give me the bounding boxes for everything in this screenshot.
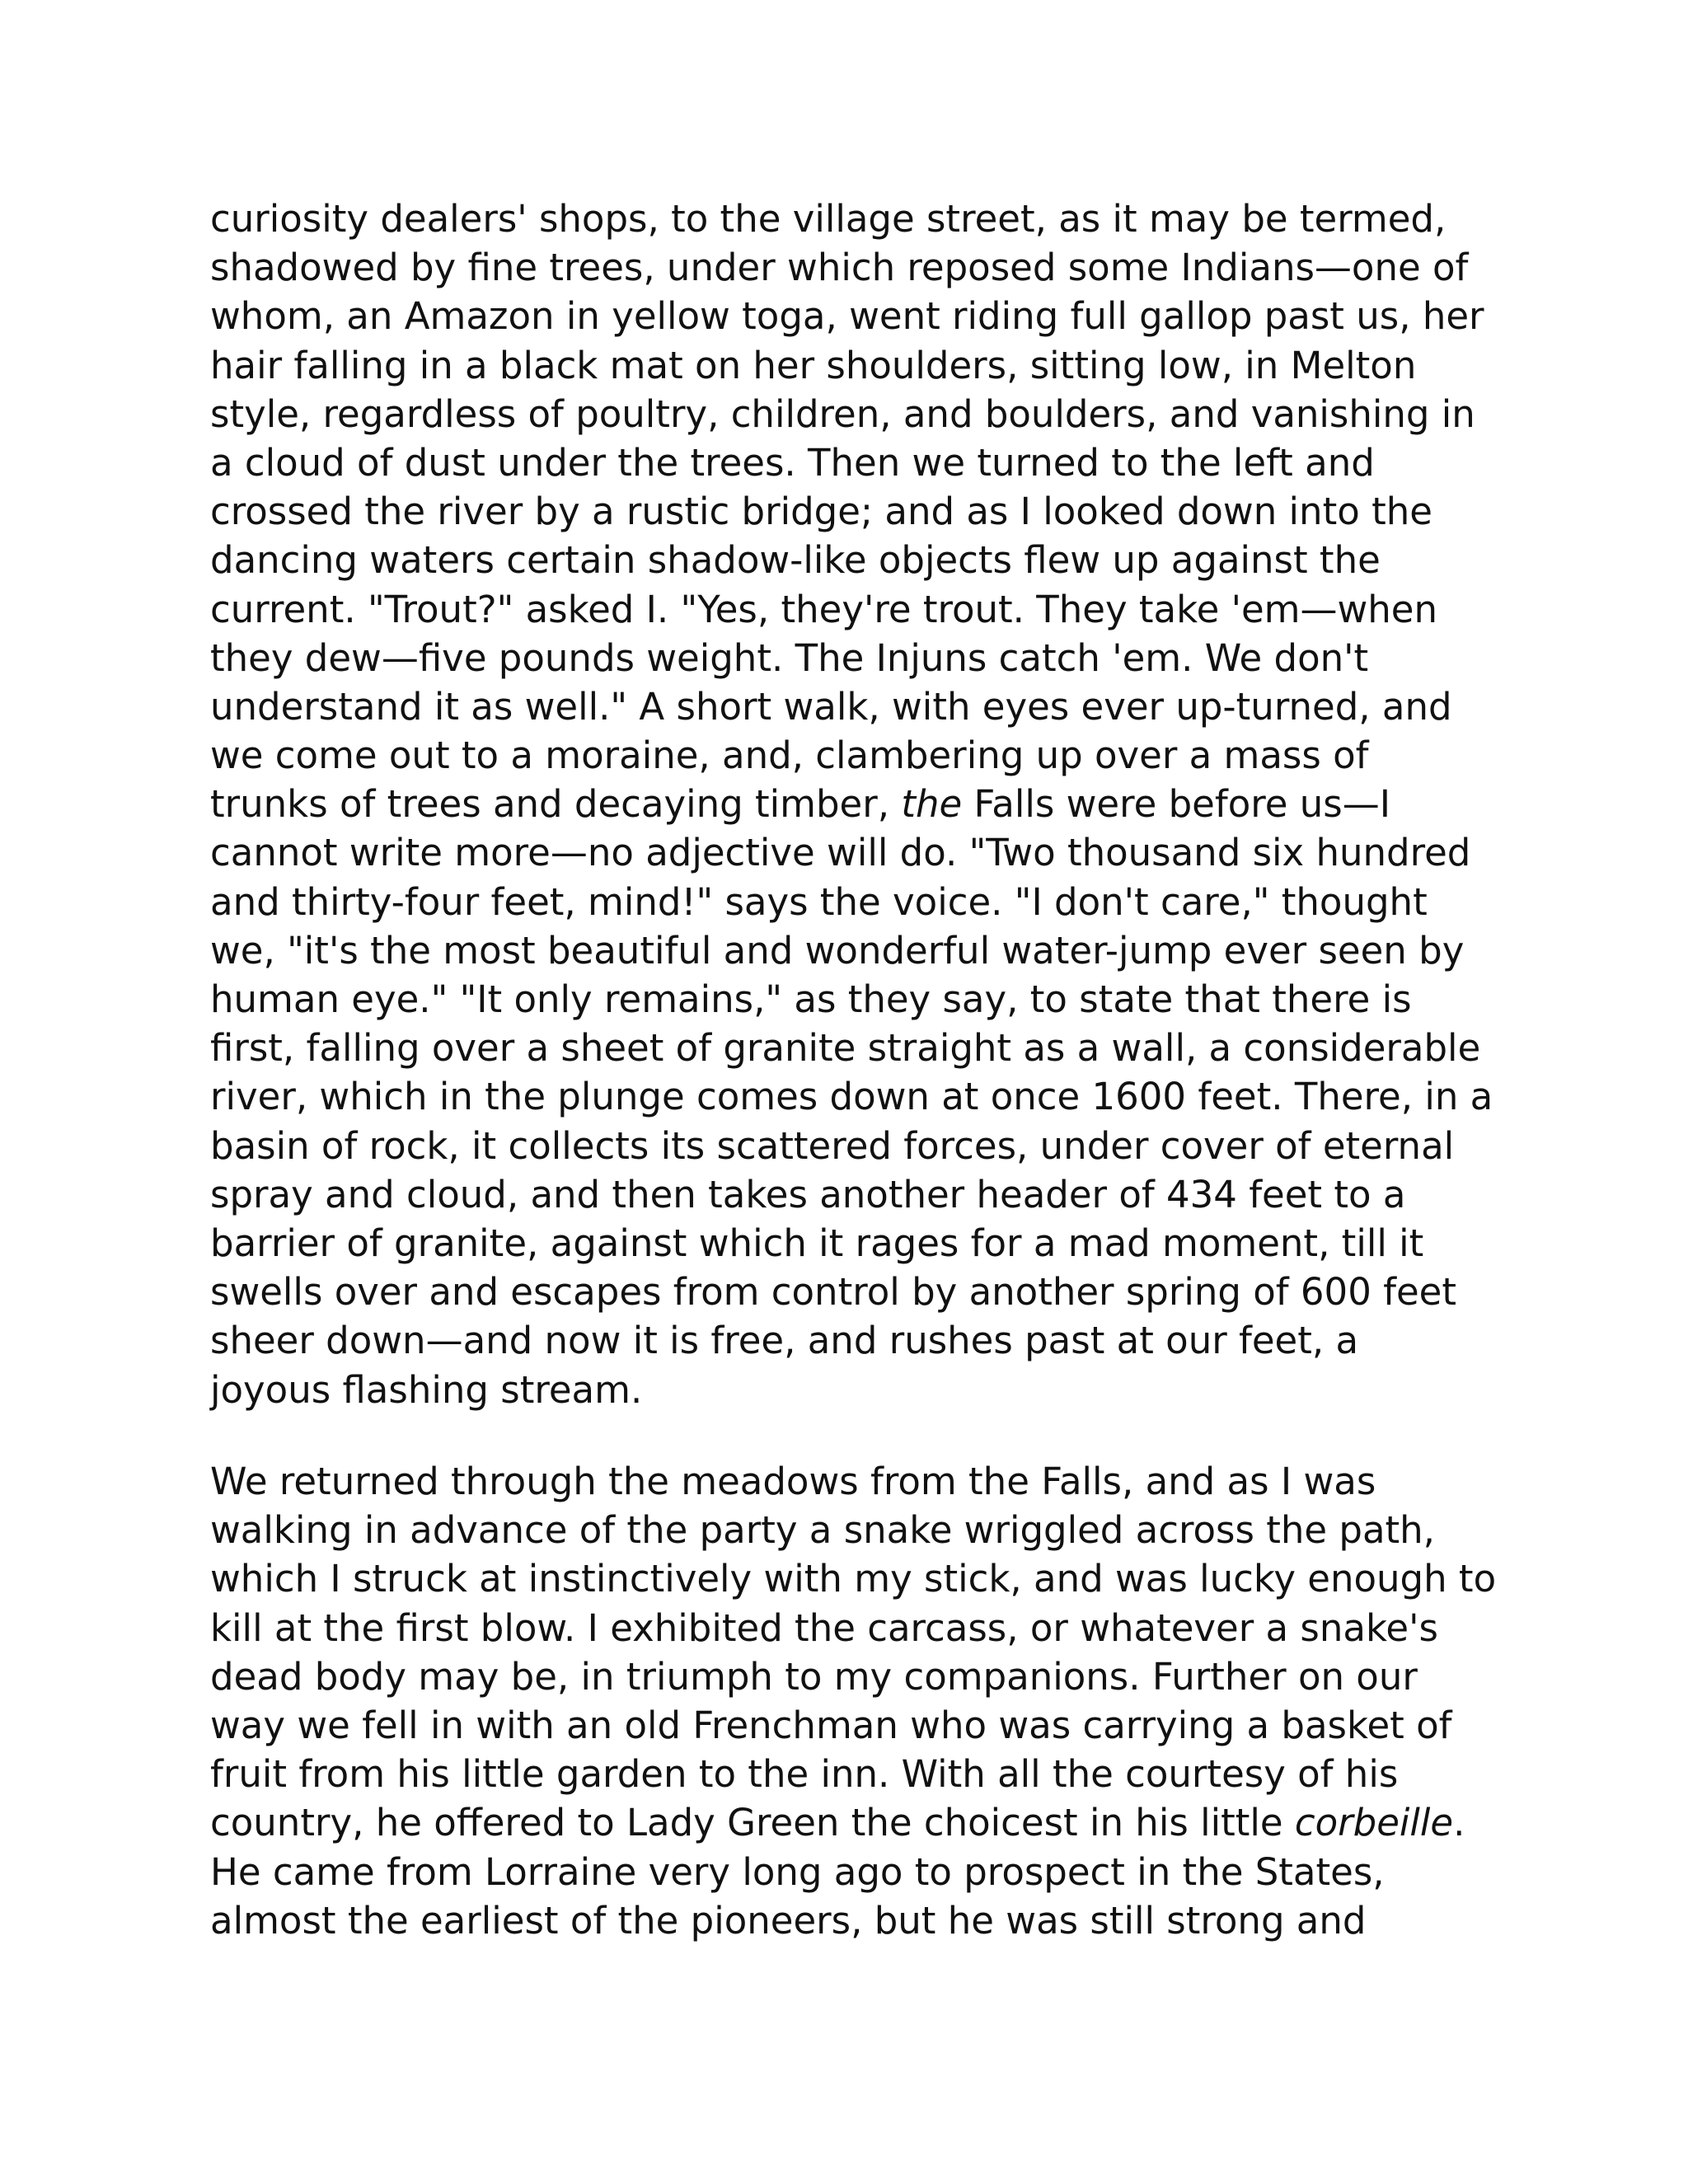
text-run: dancing waters certain shadow-like objects flew up against the (210, 538, 1381, 583)
text-run: He came from Lorraine very long ago to prospect in the States, (210, 1849, 1385, 1894)
text-run: a cloud of dust under the trees. Then we turned to the left and (210, 440, 1375, 485)
text-run: almost the earliest of the pioneers, but he was still strong and (210, 1898, 1367, 1943)
text-line (210, 536, 1479, 584)
text-line (210, 243, 1479, 292)
text-line (210, 1072, 1493, 1121)
text-line (210, 1554, 1497, 1603)
text-line (210, 585, 1479, 634)
text-run: and thirty-four feet, mind!" says the voice. "I don't care," thought (210, 879, 1428, 924)
text-line (210, 1366, 1479, 1414)
text-run: hair falling in a black mat on her shoulders, sitting low, in Melton (210, 343, 1417, 387)
text-line (210, 1848, 1479, 1896)
text-line (210, 341, 1479, 390)
text-run: we come out to a moraine, and, clambering up over a mass of (210, 733, 1369, 778)
paragraph-1 (210, 194, 1493, 1414)
text-line (210, 1316, 1479, 1365)
italic-text: corbeille (1294, 1801, 1454, 1845)
text-run: sheer down—and now it is free, and rushes past at our feet, a (210, 1319, 1359, 1363)
text-run: whom, an Amazon in yellow toga, went riding full gallop past us, her (210, 294, 1484, 339)
text-line (210, 828, 1479, 877)
text-run: crossed the river by a rustic bridge; and as I looked down into the (210, 490, 1432, 534)
text-line (210, 975, 1479, 1024)
text-run: cannot write more—no adjective will do. "Two thousand six hundred (210, 831, 1471, 875)
text-run: shadowed by fine trees, under which reposed some Indians—one of (210, 246, 1469, 290)
text-line (210, 1268, 1479, 1316)
text-line (210, 1024, 1479, 1072)
text-run: basin of rock, it collects its scattered forces, under cover of eternal (210, 1123, 1455, 1168)
text-run: country, he offered to Lady Green the choicest in his little (210, 1801, 1295, 1845)
text-line (210, 1457, 1479, 1506)
text-line (210, 438, 1479, 487)
text-line (210, 682, 1479, 731)
text-run: trunks of trees and decaying timber, (210, 782, 902, 827)
text-line (210, 292, 1484, 340)
text-run: barrier of granite, against which it rages for a mad moment, till it (210, 1221, 1424, 1265)
text-run: which I struck at instinctively with my stick, and was lucky enough to (210, 1557, 1497, 1601)
text-run: style, regardless of poultry, children, and boulders, and vanishing in (210, 391, 1475, 436)
text-line (210, 390, 1479, 438)
text-line (210, 1896, 1479, 1945)
text-line (210, 1170, 1479, 1219)
text-run: dead body may be, in triumph to my companions. Further on our (210, 1654, 1418, 1699)
text-run: . (1453, 1801, 1465, 1845)
text-run: current. "Trout?" asked I. "Yes, they're trout. They take 'em—when (210, 587, 1437, 631)
text-run: kill at the first blow. I exhibited the carcass, or whatever a snake's (210, 1605, 1438, 1650)
text-line (210, 1506, 1479, 1554)
text-line (210, 878, 1479, 926)
text-run: river, which in the plunge comes down at once 1600 feet. There, in a (210, 1075, 1493, 1119)
text-line (210, 487, 1479, 536)
text-run: they dew—five pounds weight. The Injuns catch 'em. We don't (210, 635, 1369, 680)
text-run: swells over and escapes from control by another spring of 600 feet (210, 1270, 1456, 1315)
text-line (210, 194, 1479, 243)
text-line (210, 780, 1479, 828)
text-run: human eye." "It only remains," as they say, to state that there is (210, 977, 1412, 1021)
text-run: we, "it's the most beautiful and wonderful water-jump ever seen by (210, 928, 1465, 972)
text-line (210, 1219, 1479, 1268)
text-run: first, falling over a sheet of granite straight as a wall, a considerable (210, 1026, 1481, 1071)
text-run: way we fell in with an old Frenchman who was carrying a basket of (210, 1703, 1452, 1747)
text-run: fruit from his little garden to the inn. With all the courtesy of his (210, 1752, 1399, 1797)
text-line (210, 634, 1479, 682)
text-run: We returned through the meadows from the Falls, and as I was (210, 1460, 1376, 1503)
text-line (210, 1604, 1479, 1652)
paragraph-2 (210, 1457, 1497, 1945)
text-run: joyous flashing stream. (210, 1367, 643, 1412)
text-line (210, 926, 1479, 975)
text-line (210, 1701, 1479, 1750)
text-run: curiosity dealers' shops, to the village street, as it may be termed, (210, 197, 1447, 241)
text-line (210, 1798, 1479, 1847)
text-line (210, 1652, 1479, 1701)
text-run: understand it as well." A short walk, with eyes ever up-turned, and (210, 684, 1452, 729)
text-run: walking in advance of the party a snake wriggled across the path, (210, 1508, 1435, 1553)
text-line (210, 1122, 1479, 1170)
italic-text: the (901, 782, 963, 827)
text-line (210, 731, 1479, 780)
text-run: spray and cloud, and then takes another header of 434 feet to a (210, 1172, 1406, 1216)
text-run: Falls were before us—I (962, 782, 1390, 827)
text-line (210, 1750, 1479, 1798)
